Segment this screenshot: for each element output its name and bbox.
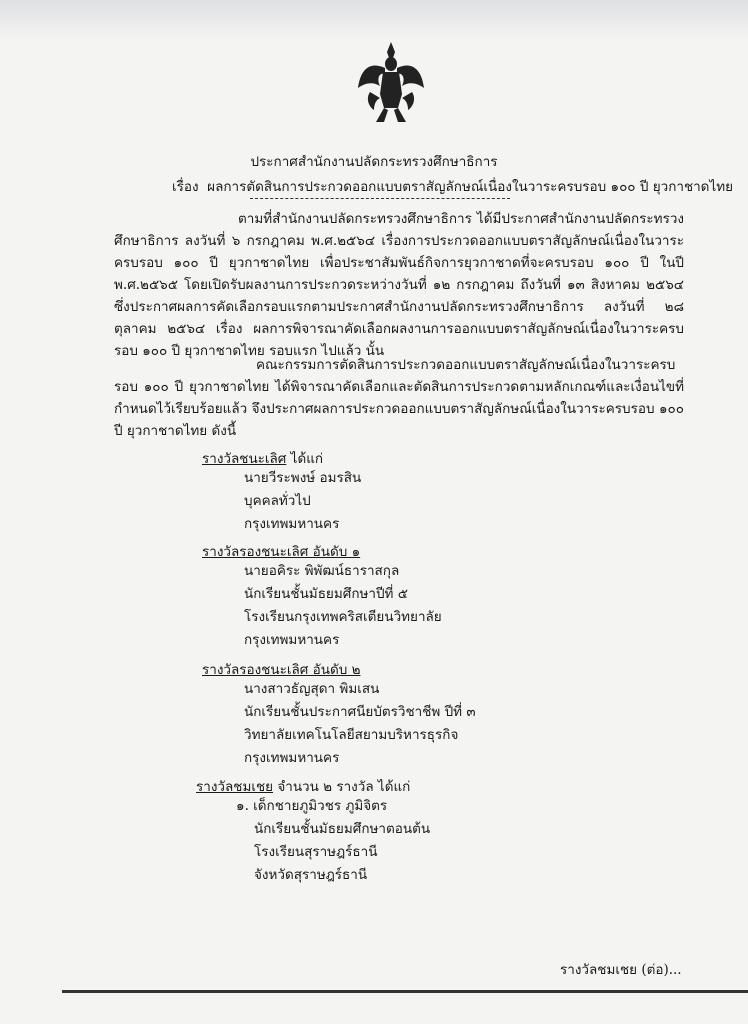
runner-up-2-line2: นักเรียนชั้นประกาศนียบัตรวิชาชีพ ปีที่ ๓ (244, 704, 476, 720)
award-winner-label: รางวัลชนะเลิศ (202, 451, 287, 467)
award-winner-suffix: ได้แก่ (290, 451, 324, 467)
paragraph-background: ตามที่สำนักงานปลัดกระทรวงศึกษาธิการ ได้มีประกาศสำนักงานปลัดกระทรวงศึกษาธิการ ลงวันที่ ๖ กรกฎาคม พ.ศ.๒๕๖๔ เรื่องการประกวดออกแบบตราสัญลักษณ์เนื่องในวาระครบรอบ ๑๐๐ ปี ยุวกาชาดไทย เพื่อประชาสัมพันธ์กิจการยุวกาชาดที่จะครบรอบ ๑๐๐ ปี ในปี พ.ศ.๒๕๖๕ โดยเปิดรับผลงานการประกวดระหว่างวันที่ ๑๒ กรกฎาคม ถึงวันที่ ๑๓ สิงหาคม ๒๕๖๔ ซึ่งประกาศผลการคัดเลือกรอบแรกตามประกาศสำนักงานปลัดกระทรวงศึกษาธิการ ลงวันที่ ๒๘ ตุลาคม ๒๕๖๔ เรื่อง ผลการพิจารณาคัดเลือกผลงานการออกแบบตราสัญลักษณ์เนื่องในวาระครบรอบ ๑๐๐ ปี ยุวกาชาดไทย รอบแรก ไปแล้ว นั้น (114, 211, 684, 359)
runner-up-1-line3: โรงเรียนกรุงเทพคริสเตียนวิทยาลัย (244, 609, 442, 625)
award-honorable-details (254, 818, 430, 887)
runner-up-2-line3: วิทยาลัยเทคโนโลยีสยามบริหารธุรกิจ (244, 727, 459, 743)
honorable-name: ๑. เด็กชายภูมิวชร ภูมิจิตร (236, 798, 388, 814)
announcement-title: ประกาศสำนักงานปลัดกระทรวงศึกษาธิการ (250, 154, 498, 170)
award-runner-up-2-label: รางวัลรองชนะเลิศ อันดับ ๒ (202, 662, 361, 678)
paragraph-decision: คณะกรรมการตัดสินการประกวดออกแบบตราสัญลักษณ์เนื่องในวาระครบรอบ ๑๐๐ ปี ยุวกาชาดไทย ได้พิจารณาคัดเลือกและตัดสินการประกวดตามหลักเกณฑ์และเงื่อนไขที่กำหนดไว้เรียบร้อยแล้ว จึงประกาศผลการประกวดออกแบบตราสัญลักษณ์เนื่องในวาระครบรอบ ๑๐๐ ปี ยุวกาชาดไทย ดังนี้ (114, 357, 684, 439)
honorable-line2: นักเรียนชั้นมัธยมศึกษาตอนต้น (254, 821, 431, 837)
runner-up-1-line4: กรุงเทพมหานคร (244, 632, 340, 648)
award-honorable-name-row (236, 795, 387, 818)
award-winner-details (244, 467, 361, 536)
award-runner-up-1-details (244, 560, 442, 652)
award-runner-up-2-details (244, 678, 476, 770)
award-runner-up-1-heading (202, 540, 360, 562)
award-honorable-heading (196, 775, 410, 797)
award-runner-up-2-heading (202, 658, 360, 680)
award-honorable-suffix: จำนวน ๒ รางวัล ได้แก่ (277, 779, 411, 795)
runner-up-2-name: นางสาวธัญสุดา พิมเสน (244, 681, 380, 697)
winner-name: นายวีระพงษ์ อมรสิน (244, 470, 362, 486)
runner-up-1-line2: นักเรียนชั้นมัธยมศึกษาปีที่ ๕ (244, 586, 408, 602)
honorable-line3: โรงเรียนสุราษฎร์ธานี (254, 844, 378, 860)
continued-note: รางวัลชมเชย (ต่อ)... (560, 962, 682, 978)
announcement-subject (172, 175, 732, 197)
scan-shadow (0, 0, 748, 40)
subject-label: เรื่อง (172, 179, 199, 195)
subject-text: ผลการตัดสินการประกวดออกแบบตราสัญลักษณ์เนื่องในวาระครบรอบ ๑๐๐ ปี ยุวกาชาดไทย (207, 179, 734, 195)
winner-line3: กรุงเทพมหานคร (244, 516, 340, 532)
award-runner-up-1-label: รางวัลรองชนะเลิศ อันดับ ๑ (202, 544, 361, 560)
winner-line2: บุคคลทั่วไป (244, 493, 311, 509)
title-divider (250, 198, 510, 199)
runner-up-2-line4: กรุงเทพมหานคร (244, 750, 340, 766)
award-honorable-label: รางวัลชมเชย (196, 779, 274, 795)
honorable-line4: จังหวัดสุราษฎร์ธานี (254, 867, 368, 883)
award-winner-heading (202, 447, 323, 469)
runner-up-1-name: นายอคิระ พิพัฒน์ธาราสกุล (244, 563, 400, 579)
garuda-emblem (356, 38, 426, 128)
bottom-border (62, 990, 748, 993)
